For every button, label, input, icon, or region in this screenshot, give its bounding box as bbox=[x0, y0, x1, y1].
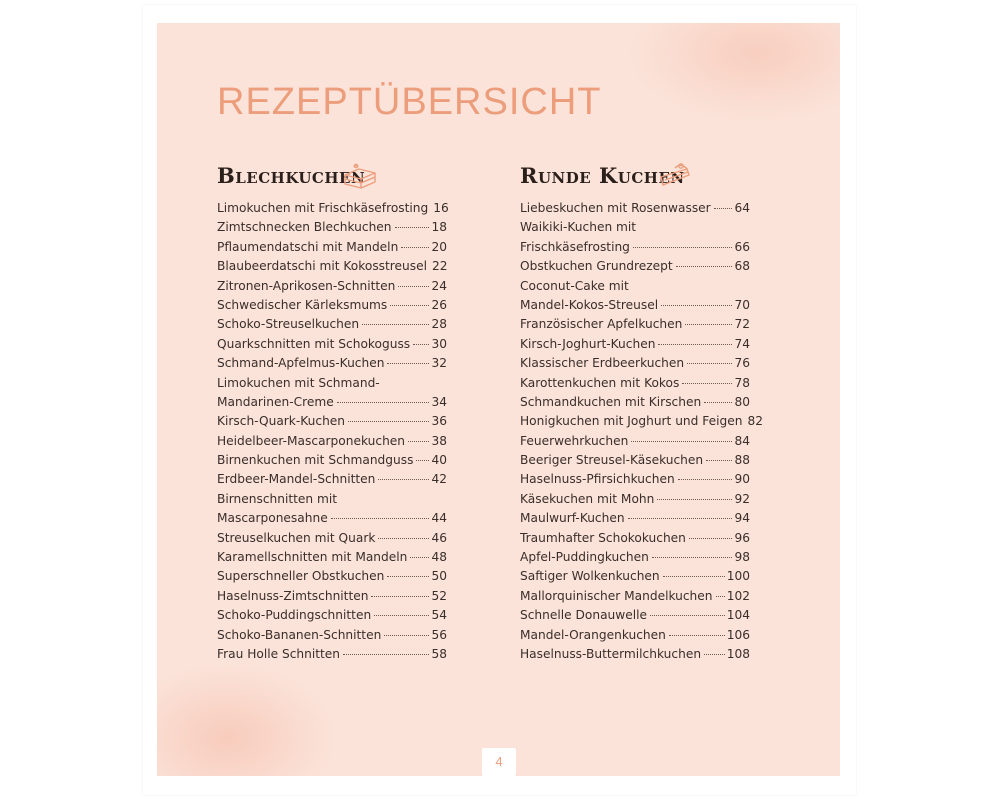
recipe-name: Streuselkuchen mit Quark bbox=[217, 530, 376, 545]
recipe-name: Maulwurf-Kuchen bbox=[520, 511, 625, 526]
toc-entry[interactable] bbox=[520, 434, 750, 453]
toc-entry[interactable] bbox=[217, 453, 447, 472]
recipe-page-number: 36 bbox=[431, 414, 447, 429]
toc-entry[interactable] bbox=[520, 298, 750, 317]
recipe-name: Blaubeerdatschi mit Kokosstreusel bbox=[217, 259, 427, 274]
dot-leader bbox=[410, 556, 429, 558]
blechkuchen-section bbox=[217, 161, 447, 666]
toc-entry[interactable] bbox=[217, 220, 447, 239]
toc-entry[interactable] bbox=[520, 220, 750, 239]
recipe-name: Käsekuchen mit Mohn bbox=[520, 491, 655, 506]
recipe-page-number: 98 bbox=[734, 550, 750, 565]
dot-leader bbox=[362, 323, 429, 325]
recipe-page-number: 38 bbox=[431, 433, 447, 448]
recipe-name: Klassischer Erdbeerkuchen bbox=[520, 356, 685, 371]
recipe-page-number: 58 bbox=[431, 646, 447, 661]
recipe-name: Obstkuchen Grundrezept bbox=[520, 259, 673, 274]
recipe-page-number: 48 bbox=[431, 550, 447, 565]
dot-leader bbox=[704, 653, 725, 655]
recipe-name: Limokuchen mit Schmand- bbox=[217, 375, 380, 390]
toc-entry[interactable] bbox=[520, 240, 750, 259]
toc-entry[interactable] bbox=[520, 453, 750, 472]
recipe-name: Schoko-Streuselkuchen bbox=[217, 317, 360, 332]
toc-entry[interactable] bbox=[520, 492, 750, 511]
recipe-page-number: 32 bbox=[431, 356, 447, 371]
section-header bbox=[520, 161, 750, 201]
dot-leader bbox=[652, 556, 733, 558]
recipe-name: Schnelle Donauwelle bbox=[520, 608, 648, 623]
recipe-name: Haselnuss-Pfirsichkuchen bbox=[520, 472, 675, 487]
toc-entry[interactable] bbox=[217, 511, 447, 530]
toc-entry[interactable] bbox=[520, 317, 750, 336]
dot-leader bbox=[706, 459, 732, 461]
toc-entry[interactable] bbox=[520, 531, 750, 550]
recipe-name: Zitronen-Aprikosen-Schnitten bbox=[217, 278, 396, 293]
toc-entry[interactable] bbox=[520, 259, 750, 278]
dot-leader bbox=[678, 478, 733, 480]
dot-leader bbox=[348, 420, 429, 422]
dot-leader bbox=[650, 614, 725, 616]
dot-leader bbox=[716, 595, 725, 597]
recipe-name: Schwedischer Kärleksmums bbox=[217, 297, 388, 312]
dot-leader bbox=[704, 401, 732, 403]
toc-entry[interactable] bbox=[217, 414, 447, 433]
recipe-page-number: 22 bbox=[432, 259, 448, 274]
recipe-page-number: 108 bbox=[726, 646, 750, 661]
toc-entry[interactable] bbox=[217, 531, 447, 550]
toc-entry[interactable] bbox=[520, 628, 750, 647]
recipe-name: Mandel-Orangenkuchen bbox=[520, 627, 666, 642]
toc-entry[interactable] bbox=[520, 395, 750, 414]
dot-leader bbox=[374, 614, 429, 616]
recipe-page-number: 34 bbox=[431, 394, 447, 409]
toc-entry[interactable] bbox=[520, 569, 750, 588]
toc-entry[interactable] bbox=[217, 550, 447, 569]
toc-entry[interactable] bbox=[217, 201, 447, 220]
dot-leader bbox=[387, 575, 429, 577]
recipe-page-number: 42 bbox=[431, 472, 447, 487]
dot-leader bbox=[337, 401, 430, 403]
dot-leader bbox=[628, 517, 733, 519]
recipe-name: Kirsch-Quark-Kuchen bbox=[217, 414, 346, 429]
recipe-page-number: 106 bbox=[726, 627, 750, 642]
recipe-name: Haselnuss-Buttermilchkuchen bbox=[520, 646, 702, 661]
toc-entry[interactable] bbox=[217, 240, 447, 259]
recipe-page-number: 46 bbox=[431, 530, 447, 545]
recipe-name: Pflaumendatschi mit Mandeln bbox=[217, 239, 399, 254]
recipe-page-number: 84 bbox=[734, 433, 750, 448]
recipe-name: Birnenkuchen mit Schmandguss bbox=[217, 453, 414, 468]
runde-kuchen-section bbox=[520, 161, 763, 666]
toc-entry[interactable] bbox=[520, 279, 750, 298]
recipe-name: Mandel-Kokos-Streusel bbox=[520, 297, 659, 312]
recipe-page-number: 88 bbox=[734, 453, 750, 468]
recipe-name: Kirsch-Joghurt-Kuchen bbox=[520, 336, 656, 351]
toc-entry[interactable] bbox=[217, 317, 447, 336]
cake-slice-icon bbox=[657, 161, 693, 193]
recipe-name: Mascarponesahne bbox=[217, 511, 328, 526]
recipe-name: Zimtschnecken Blechkuchen bbox=[217, 220, 392, 235]
recipe-page-number: 102 bbox=[726, 588, 750, 603]
dot-leader bbox=[398, 285, 429, 287]
recipe-page-number: 96 bbox=[734, 530, 750, 545]
recipe-name: Feuerwehrkuchen bbox=[520, 433, 629, 448]
watercolor-blot bbox=[627, 23, 840, 123]
recipe-name: Birnenschnitten mit bbox=[217, 491, 338, 506]
dot-leader bbox=[378, 478, 429, 480]
recipe-name: Schoko-Bananen-Schnitten bbox=[217, 627, 382, 642]
dot-leader bbox=[413, 343, 429, 345]
recipe-page-number: 50 bbox=[431, 569, 447, 584]
recipe-page-number: 92 bbox=[734, 491, 750, 506]
toc-entry[interactable] bbox=[217, 337, 447, 356]
recipe-name: Erdbeer-Mandel-Schnitten bbox=[217, 472, 376, 487]
recipe-page-number: 80 bbox=[734, 394, 750, 409]
recipe-page-number: 28 bbox=[431, 317, 447, 332]
dot-leader bbox=[682, 382, 732, 384]
recipe-page-number: 94 bbox=[734, 511, 750, 526]
recipe-name: Beeriger Streusel-Käsekuchen bbox=[520, 453, 704, 468]
recipe-page-number: 52 bbox=[431, 588, 447, 603]
recipe-name: Karottenkuchen mit Kokos bbox=[520, 375, 680, 390]
recipe-list bbox=[217, 201, 447, 666]
toc-entry[interactable] bbox=[520, 356, 750, 375]
dot-leader bbox=[387, 362, 429, 364]
recipe-page-number: 82 bbox=[747, 414, 763, 429]
recipe-page-number: 24 bbox=[431, 278, 447, 293]
dot-leader bbox=[633, 246, 733, 248]
recipe-name: Honigkuchen mit Joghurt und Feigen bbox=[520, 414, 743, 429]
dot-leader bbox=[658, 343, 732, 345]
dot-leader bbox=[331, 517, 430, 519]
toc-entry[interactable] bbox=[217, 647, 447, 666]
recipe-page-number: 18 bbox=[431, 220, 447, 235]
watercolor-blot bbox=[157, 663, 337, 776]
recipe-name: Traumhafter Schokokuchen bbox=[520, 530, 686, 545]
recipe-name: Coconut-Cake mit bbox=[520, 278, 629, 293]
recipe-name: Schmandkuchen mit Kirschen bbox=[520, 394, 702, 409]
toc-entry[interactable] bbox=[217, 628, 447, 647]
dot-leader bbox=[661, 304, 732, 306]
toc-entry[interactable] bbox=[217, 298, 447, 317]
recipe-name: Apfel-Puddingkuchen bbox=[520, 550, 649, 565]
recipe-name: Französischer Apfelkuchen bbox=[520, 317, 683, 332]
recipe-page-number: 26 bbox=[431, 297, 447, 312]
dot-leader bbox=[714, 207, 733, 209]
recipe-name: Quarkschnitten mit Schokoguss bbox=[217, 336, 411, 351]
recipe-overview-page bbox=[157, 23, 840, 776]
recipe-name: Karamellschnitten mit Mandeln bbox=[217, 550, 408, 565]
recipe-name: Heidelbeer-Mascarponekuchen bbox=[217, 433, 406, 448]
toc-entry[interactable] bbox=[520, 550, 750, 569]
toc-entry[interactable] bbox=[217, 376, 447, 395]
recipe-page-number: 44 bbox=[431, 511, 447, 526]
recipe-name: Liebeskuchen mit Rosenwasser bbox=[520, 201, 711, 215]
dot-leader bbox=[395, 226, 430, 228]
recipe-name: Waikiki-Kuchen mit bbox=[520, 220, 637, 235]
dot-leader bbox=[343, 653, 429, 655]
recipe-page-number: 72 bbox=[734, 317, 750, 332]
dot-leader bbox=[676, 265, 733, 267]
recipe-page-number: 76 bbox=[734, 356, 750, 371]
toc-entry[interactable] bbox=[217, 434, 447, 453]
toc-entry[interactable] bbox=[217, 608, 447, 627]
toc-entry[interactable] bbox=[217, 492, 447, 511]
toc-entry[interactable] bbox=[217, 259, 447, 278]
recipe-page-number: 104 bbox=[726, 608, 750, 623]
toc-entry[interactable] bbox=[520, 511, 750, 530]
recipe-page-number: 90 bbox=[734, 472, 750, 487]
toc-entry[interactable] bbox=[217, 395, 447, 414]
toc-entry[interactable] bbox=[520, 647, 750, 666]
recipe-page-number: 56 bbox=[431, 627, 447, 642]
recipe-name: Frau Holle Schnitten bbox=[217, 646, 341, 661]
dot-leader bbox=[416, 459, 429, 461]
toc-entry[interactable] bbox=[520, 608, 750, 627]
toc-entry[interactable] bbox=[217, 279, 447, 298]
toc-entry[interactable] bbox=[217, 472, 447, 491]
recipe-page-number: 70 bbox=[734, 297, 750, 312]
recipe-page-number: 20 bbox=[431, 239, 447, 254]
toc-entry[interactable] bbox=[520, 414, 763, 433]
toc-entry[interactable] bbox=[217, 356, 447, 375]
recipe-page-number: 64 bbox=[734, 201, 750, 215]
sheet-cake-icon bbox=[342, 161, 378, 193]
recipe-name: Haselnuss-Zimtschnitten bbox=[217, 588, 369, 603]
recipe-name: Saftiger Wolkenkuchen bbox=[520, 569, 660, 584]
recipe-page-number: 40 bbox=[431, 453, 447, 468]
recipe-name: Schmand-Apfelmus-Kuchen bbox=[217, 356, 385, 371]
recipe-page-number: 100 bbox=[726, 569, 750, 584]
toc-entry[interactable] bbox=[520, 472, 750, 491]
dot-leader bbox=[687, 362, 732, 364]
dot-leader bbox=[401, 246, 429, 248]
recipe-page-number: 78 bbox=[734, 375, 750, 390]
page-number: 4 bbox=[482, 748, 516, 776]
toc-entry[interactable] bbox=[520, 589, 750, 608]
recipe-page-number: 30 bbox=[431, 336, 447, 351]
page-title: REZEPTÜBERSICHT bbox=[217, 81, 602, 123]
section-header bbox=[217, 161, 447, 201]
dot-leader bbox=[663, 575, 725, 577]
dot-leader bbox=[384, 634, 429, 636]
section-title: Runde Kuchen bbox=[520, 163, 685, 188]
dot-leader bbox=[408, 440, 429, 442]
toc-entry[interactable] bbox=[217, 569, 447, 588]
dot-leader bbox=[631, 440, 732, 442]
recipe-name: Limokuchen mit Frischkäsefrosting bbox=[217, 201, 429, 215]
section-title: Blechkuchen bbox=[217, 163, 366, 188]
recipe-page-number: 66 bbox=[734, 239, 750, 254]
dot-leader bbox=[689, 537, 733, 539]
dot-leader bbox=[390, 304, 429, 306]
dot-leader bbox=[685, 323, 732, 325]
dot-leader bbox=[669, 634, 725, 636]
recipe-page-number: 74 bbox=[734, 336, 750, 351]
toc-entry[interactable] bbox=[520, 337, 750, 356]
recipe-page-number: 16 bbox=[433, 201, 449, 215]
recipe-name: Mallorquinischer Mandelkuchen bbox=[520, 588, 713, 603]
recipe-name: Frischkäsefrosting bbox=[520, 239, 630, 254]
recipe-name: Superschneller Obstkuchen bbox=[217, 569, 385, 584]
recipe-name: Schoko-Puddingschnitten bbox=[217, 608, 372, 623]
dot-leader bbox=[657, 498, 732, 500]
recipe-list bbox=[520, 201, 763, 666]
toc-entry[interactable] bbox=[217, 589, 447, 608]
dot-leader bbox=[378, 537, 429, 539]
recipe-page-number: 54 bbox=[431, 608, 447, 623]
recipe-page-number: 68 bbox=[734, 259, 750, 274]
toc-entry[interactable] bbox=[520, 201, 750, 220]
dot-leader bbox=[371, 595, 429, 597]
toc-entry[interactable] bbox=[520, 376, 750, 395]
recipe-name: Mandarinen-Creme bbox=[217, 394, 334, 409]
